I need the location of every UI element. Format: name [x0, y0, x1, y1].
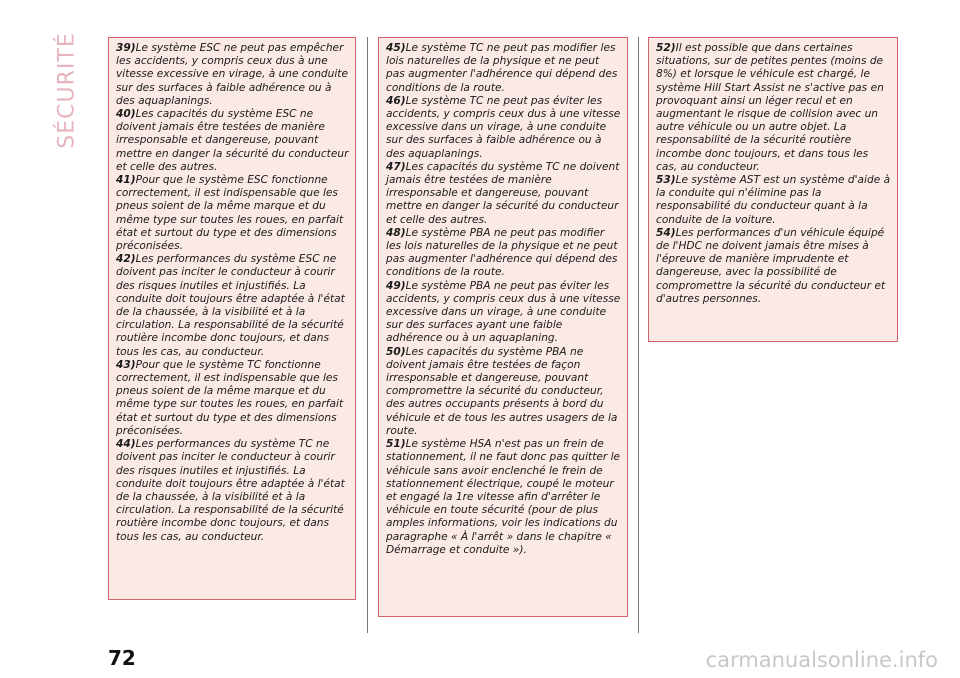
- warning-text: Les capacités du système ESC ne doivent jamais être testées de manière irresponsable et dangereuse, pouvant mettre en danger la sécurité du conducteur et celle des autres.: [116, 108, 349, 173]
- warning-item: [116, 42, 349, 108]
- warning-item: [116, 359, 349, 438]
- warning-number: 45): [386, 42, 406, 54]
- warning-text: Il est possible que dans certaines situations, sur de petites pentes (moins de 8%) et lorsque le véhicule est chargé, le système Hill Start Assist ne s'active pas en provoquant ainsi un léger recul et en augmentant le risque de collision avec un autre véhicule ou un autre objet. La responsabilité de la sécurité routière incombe donc toujours, et dans tous les cas, au conducteur.: [656, 42, 884, 173]
- warning-number: 51): [386, 438, 406, 451]
- warning-number: 41): [116, 174, 136, 187]
- warning-text: Le système PBA ne peut pas éviter les accidents, y compris ceux dus à une vitesse excessive dans un virage, à une conduite sur des surfaces ayant une faible adhérence ou à un aquaplaning.: [386, 279, 621, 345]
- warning-text: Les performances du système TC ne doivent pas inciter le conducteur à courir des risques inutiles et injustifiés. La conduite doit toujours être adaptée à l'état de la chaussée, à la visibilité et à la circulation. La responsabilité de la sécurité routière incombe donc toujours, et dans tous les cas, au conducteur.: [116, 438, 345, 543]
- warning-item: [116, 108, 349, 174]
- warning-number: 46): [386, 94, 406, 107]
- warning-text: Le système AST est un système d'aide à la conduite qui n'élimine pas la responsabilité du conducteur quant à la conduite de la voiture.: [656, 174, 891, 226]
- warning-item: [386, 42, 621, 95]
- column-divider: [638, 37, 639, 633]
- warning-item: [656, 174, 891, 227]
- warning-text: Les capacités du système PBA ne doivent jamais être testées de façon irresponsable et dangereuse, pouvant compromettre la sécurité du conducteur, des autres occupants présents à bord du véhicule et de tous les autres usagers de la route.: [386, 345, 618, 437]
- warning-column-2: [378, 37, 628, 617]
- warning-number: 53): [656, 174, 676, 187]
- warning-item: [656, 42, 891, 174]
- warning-number: 43): [116, 358, 136, 371]
- warning-item: [386, 438, 621, 557]
- warning-text: Pour que le système TC fonctionne correctement, il est indispensable que les pneus soient de la même marque et du même type sur toutes les roues, en parfait état et surtout du type et des dimensions préconisées.: [116, 358, 344, 437]
- warning-number: 54): [656, 226, 676, 239]
- warning-item: [386, 161, 621, 227]
- warning-number: 47): [386, 160, 406, 173]
- warning-item: [386, 95, 621, 161]
- warning-text: Les performances du système ESC ne doivent pas inciter le conducteur à courir des risques inutiles et injustifiés. La conduite doit toujours être adaptée à l'état de la chaussée, à la visibilité et à la circulation. La responsabilité de la sécurité routière incombe donc toujours, et dans tous les cas, au conducteur.: [116, 253, 345, 358]
- warning-text: Le système ESC ne peut pas empêcher les accidents, y compris ceux dus à une vitesse excessive en virage, à une conduite sur des surfaces à faible adhérence ou à des aquaplanings.: [116, 42, 348, 107]
- warning-text: Les performances d'un véhicule équipé de l'HDC ne doivent jamais être mises à l'épreuve de manière imprudente et dangereuse, avec la possibilité de compromettre la sécurité du conducteur et d'autres personnes.: [656, 226, 886, 305]
- page-number: 72: [108, 646, 136, 670]
- section-label: [54, 30, 80, 150]
- warning-item: [386, 280, 621, 346]
- warning-item: [116, 253, 349, 359]
- warning-item: [116, 174, 349, 253]
- watermark: carmanualsonline.info: [705, 648, 938, 672]
- warning-number: 48): [386, 226, 406, 239]
- section-label-text: SÉCURITÉ: [54, 31, 80, 149]
- warning-number: 50): [386, 345, 406, 358]
- warning-item: [656, 227, 891, 306]
- warning-text: Les capacités du système TC ne doivent jamais être testées de manière irresponsable et dangereuse, pouvant mettre en danger la sécurité du conducteur et celle des autres.: [386, 160, 620, 226]
- warning-number: 49): [386, 279, 406, 292]
- warning-text: Le système TC ne peut pas éviter les accidents, y compris ceux dus à une vitesse excessive dans un virage, à une conduite sur des surfaces à faible adhérence ou à des aquaplanings.: [386, 94, 621, 160]
- warning-text: Pour que le système ESC fonctionne correctement, il est indispensable que les pneus soient de la même marque et du même type sur toutes les roues, en parfait état et surtout du type et des dimensions préconisées.: [116, 174, 344, 253]
- warning-number: 39): [116, 42, 136, 54]
- warning-number: 40): [116, 108, 136, 121]
- warning-text: Le système TC ne peut pas modifier les lois naturelles de la physique et ne peut pas augmenter l'adhérence qui dépend des conditions de la route.: [386, 42, 618, 94]
- warning-column-1: [108, 37, 356, 600]
- warning-column-3: [648, 37, 898, 342]
- warning-number: 42): [116, 253, 136, 266]
- warning-text: Le système HSA n'est pas un frein de stationnement, il ne faut donc pas quitter le véhicule sans avoir enclenché le frein de stationnement électrique, coupé le moteur et engagé la 1re vitesse afin d'arrêter le véhicule en toute sécurité (pour de plus amples informations, voir les indications du paragraphe « À l'arrêt » dans le chapitre « Démarrage et conduite »).: [386, 438, 621, 556]
- warning-item: [386, 346, 621, 438]
- warning-number: 52): [656, 42, 676, 54]
- warning-number: 44): [116, 438, 136, 451]
- warning-text: Le système PBA ne peut pas modifier les lois naturelles de la physique et ne peut pas augmenter l'adhérence qui dépend des conditions de la route.: [386, 226, 618, 279]
- column-divider: [367, 37, 368, 633]
- warning-item: [116, 438, 349, 544]
- warning-item: [386, 227, 621, 280]
